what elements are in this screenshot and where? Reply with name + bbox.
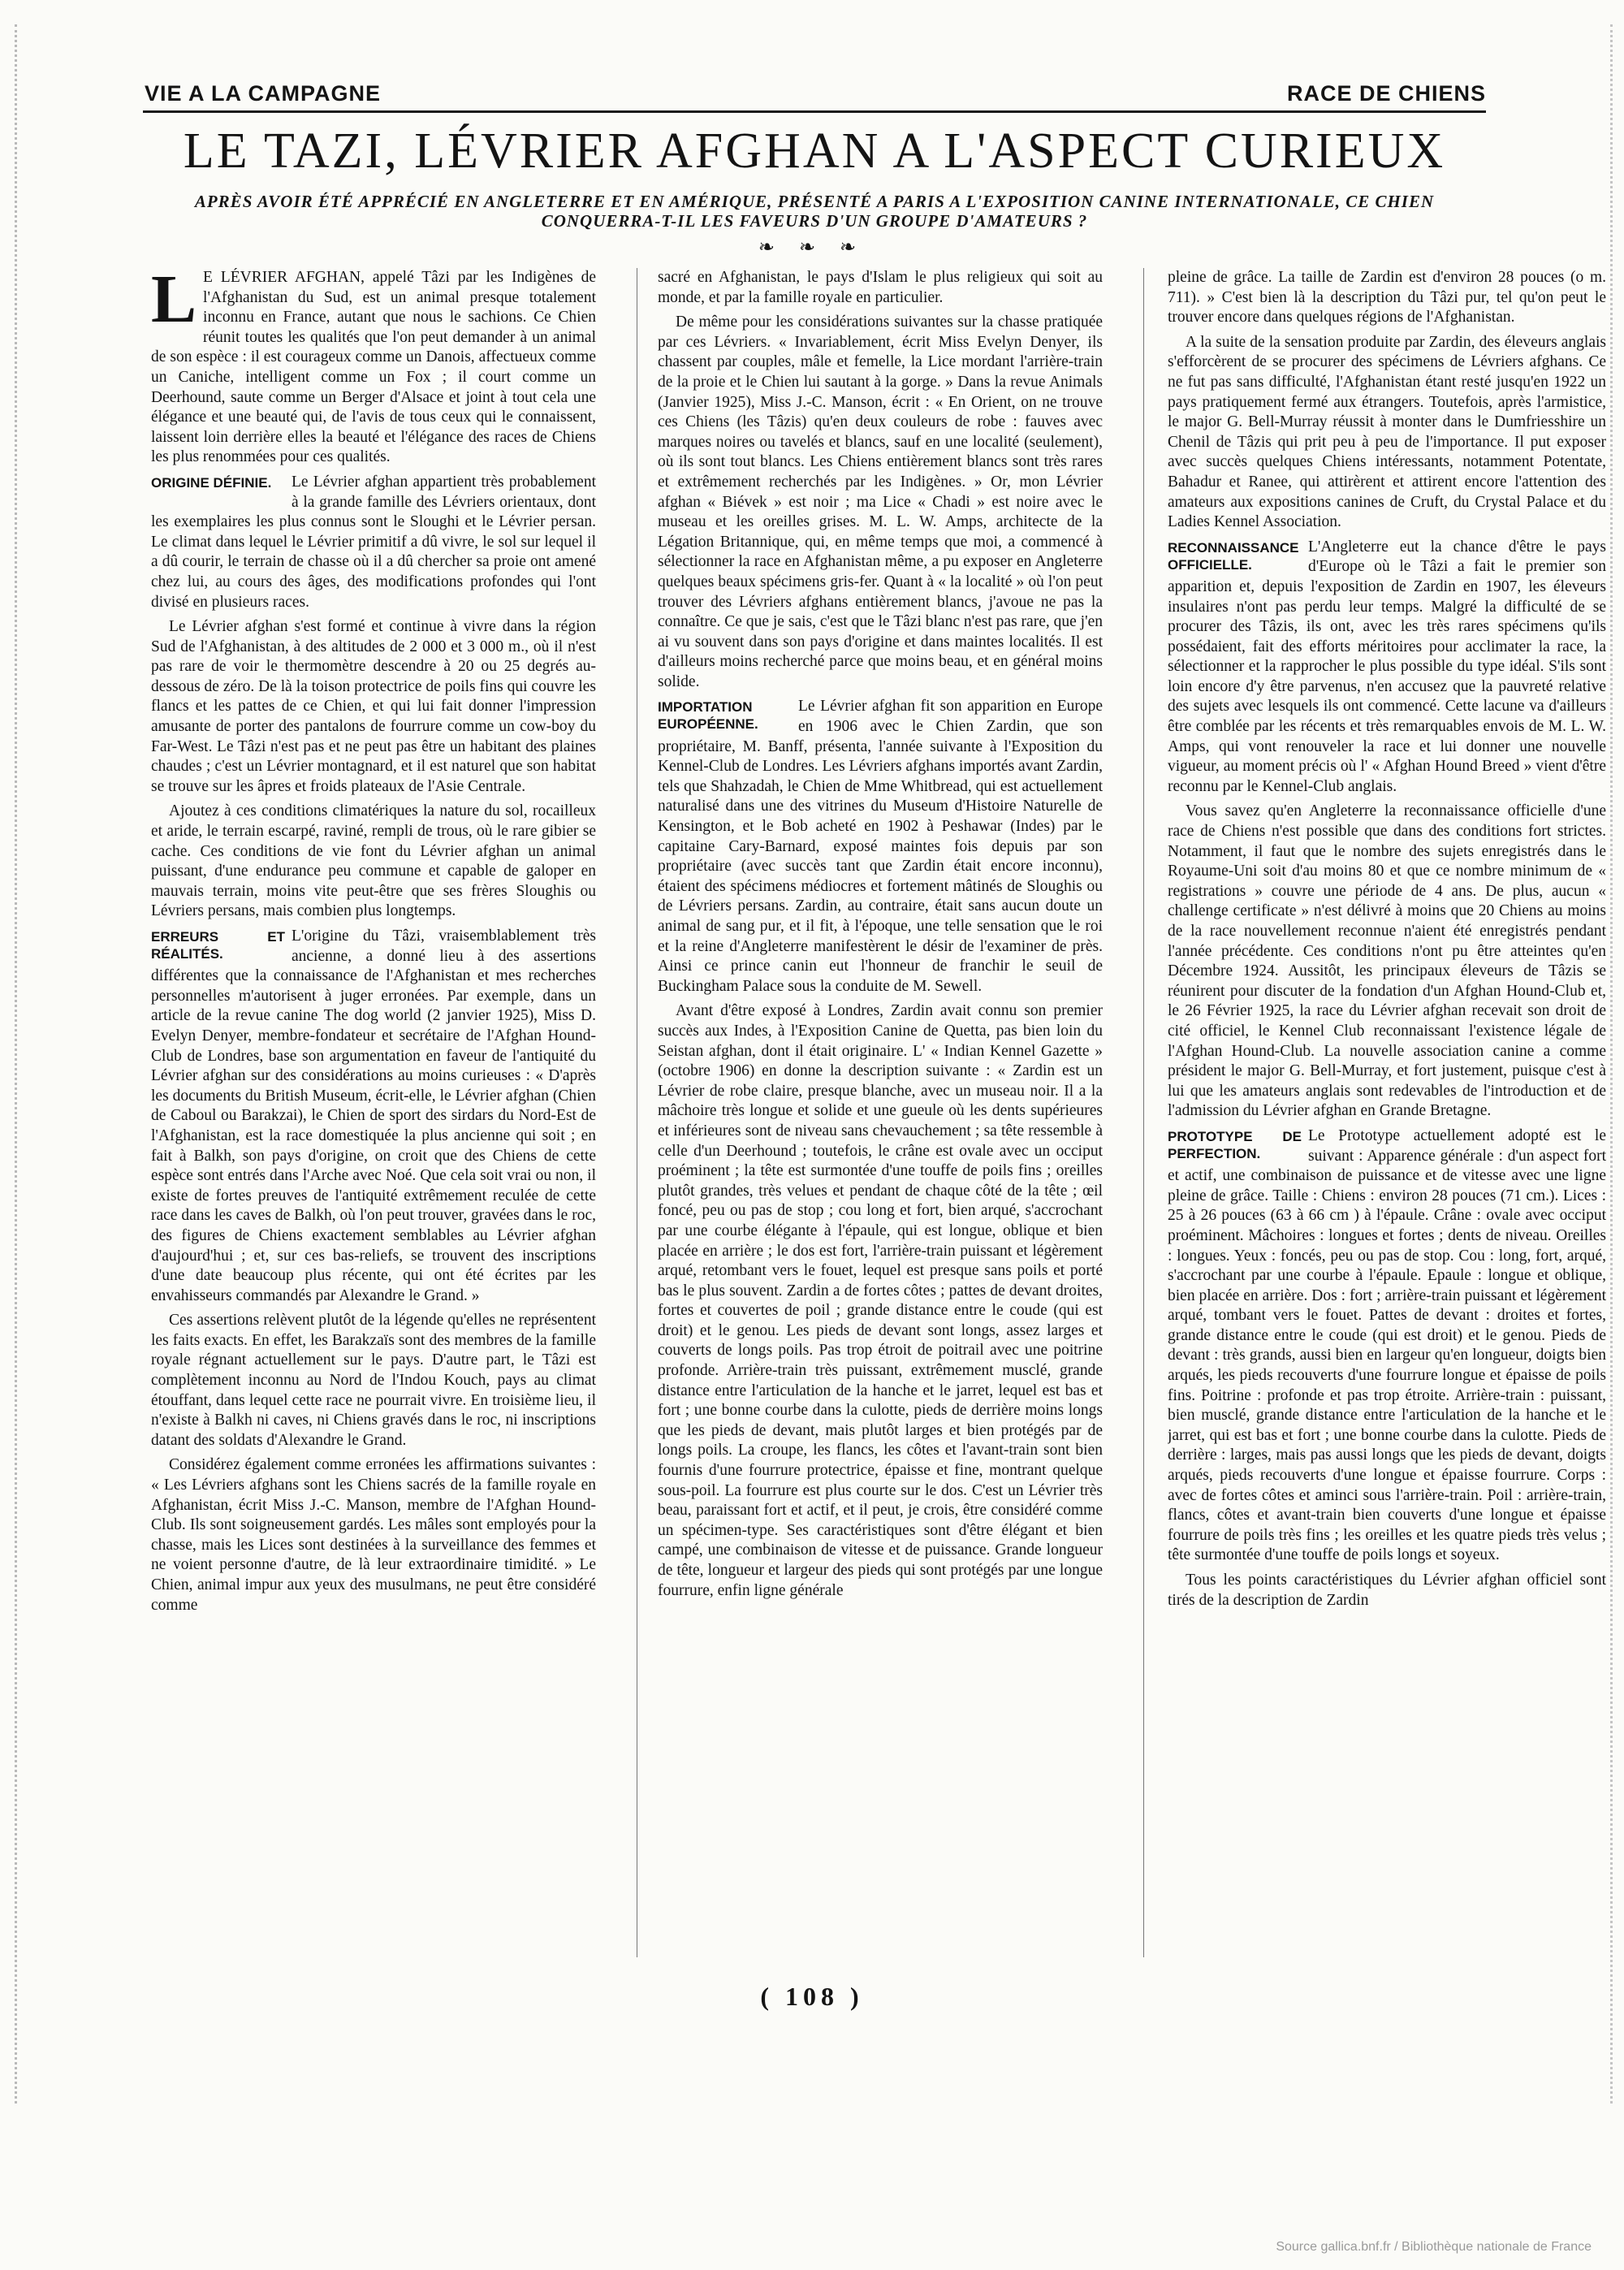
- article-title: LE TAZI, LÉVRIER AFGHAN A L'ASPECT CURIEUX: [183, 123, 1446, 179]
- paragraph: pleine de grâce. La taille de Zardin est d'environ 28 pouces (o m. 711). » C'est bien là la description du Tâzi pur, tel qu'on peut le trouver encore dans quelques régions de l'Afghanistan.: [1168, 269, 1606, 326]
- section-text: Le Lévrier afghan appartient très probablement à la grande famille des Lévriers orientaux, dont les exemplaires les plus connus sont le Sloughi et le Lévrier persan. Le climat dans lequel le Lévrier primitif a dû vivre, le sol sur lequel il a dû courir, le terrain de chasse où il a dû chercher sa proie ont amené chez lui, au cours des âges, des modifications profondes qui l'ont divisé en plusieurs races.: [151, 473, 596, 611]
- scan-left-edge: [15, 24, 38, 2104]
- paragraph: Vous savez qu'en Angleterre la reconnaissance officielle d'une race de Chiens n'est possible que dans des conditions fort strictes. Notamment, il faut que le nombre des sujets enregistrés dans le Royaume-Uni soit d'au moins 80 et que ce nombre minimum de « registrations » couvre une période de 4 ans. De plus, aucun « challenge certificate » n'est délivré à moins que 20 Chiens au moins de la race nouvellement reconnue n'aient été enregistrés pendant l'année précédente. Ces conditions n'ont pu être atteintes qu'en Décembre 1924. Aussitôt, les principaux éleveurs de Tâzis se réunirent pour discuter de la fondation d'un Afghan Hound-Club et, le 26 Février 1925, la race du Lévrier afghan recevait son droit de cité officiel, le Kennel Club reconnaissant l'existence légale de l'Afghan Hound-Club. La nouvelle association canine a comme président le major G. Bell-Murray, et fort justement, puisque c'est à lui que les amateurs anglais sont redevables de l'introduction et de l'admission du Lévrier afghan en Grande Bretagne.: [1168, 802, 1606, 1120]
- section-text: L'origine du Tâzi, vraisemblablement très ancienne, a donné lieu à des assertions différentes que la connaissance de l'Afghanistan et mes recherches personnelles m'autorisent à juger erronées. Par exemple, dans un article de la revue canine The dog world (2 janvier 1925), Miss D. Evelyn Denyer, membre-fondateur et secrétaire de l'Afghan Hound-Club de Londres, base son argumentation en faveur de l'antiquité du Lévrier afghan sur des considérations au moins curieuses : « D'après les documents du British Museum, écrit-elle, le Lévrier afghan (Chien de Caboul ou Barakzai), le Chien de sport des sirdars du Nord-Est de l'Afghanistan, est la race domestiquée la plus ancienne qui soit ; en fait à Balkh, son pays d'origine, on croit que des Chiens de cette espèce sont entrés dans l'Arche avec Noé. Que cela soit vrai ou non, il existe de fortes preuves de l'antiquité extrêmement reculée de cette race dans les caves de Balkh, où l'on peut trouver, gravées dans le roc, des figures de Chiens exactement semblables au Lévrier afghan d'aujourd'hui ; et, sur ces bas-reliefs, se trouvent des inscriptions d'une date beaucoup plus récente, qui ont été écrites par les envahisseurs commandés par Alexandre le Grand. »: [151, 927, 596, 1304]
- column-1: [151, 268, 596, 1957]
- column-rule: [1143, 268, 1144, 1957]
- paragraph: De même pour les considérations suivantes sur la chasse pratiquée par ces Lévriers. « Invariablement, écrit Miss Evelyn Denyer, ils chassent par couples, mâle et femelle, la Lice mordant l'arrière-train de la proie et le Chien lui sautant à la gorge. » Dans la revue Animals (Janvier 1925), Miss J.-C. Manson, écrit : « En Orient, on ne trouve ces Chiens (les Tâzis) qu'en deux couleurs de robe : fauves avec marques noires ou tavelés et blancs, sauf en une localité (seulement), où ils sont tout blancs. Les Chiens entièrement blancs sont très rares et extrêmement recherchés par les Indigènes. » Or, mon Lévrier afghan « Biévek » est noir ; ma Lice « Chadi » est noire avec le museau et les oreilles grises. M. L. W. Amps, architecte de la Légation Britannique, qui, en même temps que moi, a commencé à sélectionner la race en Afghanistan même, a pu exposer en Angleterre quelques beaux spécimens gris-fer. Quant à « la localité » où l'on peut trouver des Lévriers afghans entièrement blancs, j'avoue ne pas la connaître. Ce que je sais, c'est que le Tâzi blanc n'est pas rare, que j'en ai vu souvent dans son pays d'origine et dans maintes localités. Il est d'ailleurs moins recherché parce que moins beau, et en général moins solide.: [658, 313, 1103, 690]
- title-rule: [143, 110, 1486, 113]
- column-2: [658, 268, 1103, 1957]
- paragraph: Considérez également comme erronées les affirmations suivantes : « Les Lévriers afghans sont les Chiens sacrés de la famille royale en Afghanistan, écrit Miss J.-C. Manson, membre de l'Afghan Hound-Club. Ils sont soigneusement gardés. Les mâles sont employés pour la chasse, mais les Lices sont destinées à la surveillance des femmes et ne voient personne d'autre, de là leur extraordinaire timidité. » Le Chien, animal impur aux yeux des musulmans, ne peut être considéré comme: [151, 1456, 596, 1614]
- paragraph: Ajoutez à ces conditions climatériques la nature du sol, rocailleux et aride, le terrain escarpé, raviné, rempli de trous, où le rare gibier se cache. Ces conditions de vie font du Lévrier afghan un animal puissant, d'une endurance peu commune et capable de galoper en mauvais terrain, moins vite peut-être que ses frères Sloughis ou Lévriers persans, mais combien plus longtemps.: [151, 802, 596, 920]
- paragraph: sacré en Afghanistan, le pays d'Islam le plus religieux qui soit au monde, et par la famille royale en particulier.: [658, 269, 1103, 306]
- side-heading-origine: ORIGINE DÉFINIE.: [151, 474, 272, 491]
- section-prototype: [1168, 1126, 1606, 1566]
- paragraph: A la suite de la sensation produite par Zardin, des éleveurs anglais s'efforcèrent de se procurer des spécimens de Lévriers afghans. Ce ne fut pas sans difficulté, l'Afghanistan étant resté jusqu'en 1922 un pays pratiquement fermé aux étrangers. Toutefois, après l'armistice, le major G. Bell-Murray réussit à monter dans le Dumfriesshire un Chenil de Tâzis qui prit peu à peu de l'importance. Il put exposer avec succès quelques Chiens intéressants, notamment Potentate, Bahadur et Ranee, qui attirèrent et attirent encore l'attention des amateurs aux expositions canines de Cruft, du Crystal Palace et du Ladies Kennel Association.: [1168, 333, 1606, 531]
- side-heading-prototype: PROTOTYPE DE PERFECTION.: [1168, 1128, 1302, 1161]
- intro-paragraph: [151, 268, 596, 468]
- source-credit: Source gallica.bnf.fr / Bibliothèque nationale de France: [1276, 2240, 1592, 2254]
- ornament: ❧ ❧ ❧: [758, 237, 866, 258]
- page-number: ( 108 ): [760, 1982, 864, 2011]
- side-heading-erreurs: ERREURS ET RÉALITÉS.: [151, 929, 285, 962]
- section-text: Le Prototype actuellement adopté est le suivant : Apparence générale : d'un aspect fort et actif, une combinaison de puissance et de vitesse avec une ligne pleine de grâce. Taille : Chiens : environ 28 pouces (71 cm.). Lices : 25 à 26 pouces (63 à 66 cm ) à l'épaule. Crâne : ovale avec occiput proéminent. Mâchoires : longues et fortes ; dents de niveau. Oreilles : longues. Yeux : foncés, peu ou pas de stop. Cou : long, fort, arqué, s'accrochant par une courbe à l'épaule. Epaule : longue et oblique, bien placée en arrière. Dos : fort ; arrière-train puissant et légèrement arqué, tombant vers le fouet. Pattes de devant : droites et fortes, grande distance entre le coude (qui est droit) et le genou. Pieds de devant : très grands, aussi bien en largeur qu'en longueur, doigts bien arqués, les pieds recouverts d'une fourrure longue et épaisse de poils fins. Poitrine : profonde et pas trop étroite. Arrière-train : puissant, bien musclé, grande distance entre l'articulation de la hanche et le jarret, qui est bas et fort ; une bonne courbe dans la culotte. Pieds de derrière : larges, mais pas aussi longs que les pieds de devant, doigts arqués, pieds recouverts d'une longue et épaisse fourrure. Corps : avec de fortes côtes et aminci sous l'arrière-train. Poil : arrière-train, flancs, côtes et avant-train bien couverts d'une longue et épaisse fourrure de poils très fins ; les oreilles et les quatre pieds très velus ; tête surmontée d'une touffe de poils longs et soyeux.: [1168, 1126, 1606, 1564]
- running-header-left: VIE A LA CAMPAGNE: [145, 81, 382, 106]
- section-text: L'Angleterre eut la chance d'être le pays d'Europe où le Tâzi a fait le premier son apparition et, depuis l'exposition de Zardin en 1907, les éleveurs insulaires n'ont pas perdu leur temps. Malgré la difficulté de se procurer des Tâzis, ils ont, avec les très rares spécimens qu'ils possédaient, fait des efforts méritoires pour acclimater la race, la sélectionner et la rapprocher le plus possible du type idéal. S'ils sont loin encore d'y être parvenus, n'en accusez que la pauvreté relative des sujets avec lesquels ils ont commencé. Cette lacune va d'ailleurs être comblée par les récents et très remarquables envois de M. L. W. Amps, qui vont renouveler la race et lui donner une nouvelle vigueur, au moment précis où l' « Afghan Hound Breed » vient d'être reconnu par le Kennel-Club anglais.: [1168, 538, 1606, 795]
- intro-text: E LÉVRIER AFGHAN, appelé Tâzi par les Indigènes de l'Afghanistan du Sud, est un animal presque totalement inconnu en France, autant que nous le sachions. Ce Chien réunit toutes les qualités que l'on peut demander à un animal de son espèce : il est courageux comme un Danois, affectueux comme un Caniche, intelligent comme un Fox ; il court comme un Deerhound, saute comme un Berger d'Alsace et joint à tout cela une élégance et une beauté qui, de l'avis de tous ceux qui le connaissent, laissent loin derrière elles la beauté et l'élégance des races de Chiens les plus renommées pour ces qualités.: [151, 269, 596, 466]
- side-heading-reconnaissance: RECONNAISSANCE OFFICIELLE.: [1168, 539, 1299, 573]
- paragraph: Avant d'être exposé à Londres, Zardin avait connu son premier succès aux Indes, à l'Exposition Canine de Quetta, pas bien loin du Seistan afghan, dont il était originaire. L' « Indian Kennel Gazette » (octobre 1906) en donne la description suivante : « Zardin est un Lévrier de robe claire, presque blanche, avec un museau noir. Il a la mâchoire très longue et solide et une gueule où les dents supérieures et inférieures sont de niveau sans chevauchement ; sa tête ressemble à celle d'un Deerhound ; toutefois, le crâne est ovale avec un occiput proéminent ; la tête est surmontée d'une touffe de poils fins ; oreilles plutôt grandes, très velues et pendant de chaque côté de la tête ; œil foncé, peu ou pas de stop ; cou long et fort, bien arqué, s'accrochant par une courbe élégante à l'épaule, qui est longue, oblique et bien placée en arrière ; le dos est fort, l'arrière-train puissant et légèrement arqué, retombant vers le fouet, lequel est presque sans poils et porté bas le plus souvent. Zardin a de fortes côtes ; pattes de devant droites, fortes et couvertes de poil ; grande distance entre le coude (qui est droit) et le genou. Les pieds de devant sont longs, assez larges et couverts de longs poils. Pas trop étroit de poitrail avec une poitrine profonde. Arrière-train très puissant, extrêmement musclé, grande distance entre l'articulation de la hanche et le jarret, lequel est bas et fort ; une bonne courbe dans la culotte, pieds de derrière moins longs que les pieds de devant, mais plutôt larges et bien protégés par de longs poils. La croupe, les flancs, les côtes et l'avant-train sont bien fournis d'une fourrure protectrice, épaisse et fine, montrant quelque sous-poil. La fourrure est plus courte sur le dos. C'est un Lévrier très beau, paraissant fort et actif, et il peut, je crois, être considéré comme un spécimen-type. Ses caractéristiques sont d'être élégant et bien campé, une combinaison de vitesse et de puissance. Grande longueur de tête, longueur et largeur des pieds qui sont protégés par une longue fourrure, enfin ligne générale: [658, 1002, 1103, 1599]
- section-origine: [151, 473, 596, 612]
- section-text: Le Lévrier afghan fit son apparition en Europe en 1906 avec le Chien Zardin, que son propriétaire, M. Banff, présenta, l'année suivante à l'Exposition du Kennel-Club de Londres. Les Lévriers afghans importés avant Zardin, tels que Shahzadah, le Chien de Mme Whitbread, qui est actuellement naturalisé dans une des vitrines du Museum d'Histoire Naturelle de Kensington, et le Bob acheté en 1902 à Peshawar (Indes) par le capitaine Cary-Barnard, exposé maintes fois depuis par son propriétaire (avec succès tant que Zardin était encore inconnu), étaient des spécimens médiocres et fortement mâtinés de Sloughis ou de Lévriers persans. Zardin, au contraire, était sans aucun doute un animal de sang pur, et il fit, à l'époque, une telle sensation que le roi et la reine d'Angleterre manifestèrent le désir de l'examiner de près. Ainsi ce prince canin eut l'honneur de franchir le seuil de Buckingham Palace sous la conduite de M. Sewell.: [658, 698, 1103, 995]
- section-reconnaissance: [1168, 538, 1606, 798]
- side-heading-importation: IMPORTATION EUROPÉENNE.: [658, 699, 758, 733]
- article-subtitle: APRÈS AVOIR ÉTÉ APPRÉCIÉ EN ANGLETERRE ET EN AMÉRIQUE, PRÉSENTÉ A PARIS A L'EXPOSITION CANINE INTERNATIONALE, CE CHIEN CONQUERRA-T-IL LES FAVEURS D'UN GROUPE D'AMATEURS ?: [194, 192, 1435, 231]
- column-3: [1168, 268, 1606, 1957]
- section-erreurs: [151, 927, 596, 1306]
- running-header-right: RACE DE CHIENS: [1286, 81, 1486, 106]
- paragraph: Ces assertions relèvent plutôt de la légende qu'elles ne représentent les faits exacts. En effet, les Barakzaïs sont des membres de la famille royale régnant actuellement sur le pays. D'autre part, le Tâzi est complètement inconnu au Nord de l'Indou Kouch, pays au climat étouffant, dans lequel cette race ne pourrait vivre. En troisième lieu, il n'existe à Balkh ni caves, ni Chiens gravés dans le roc, ni inscriptions datant des soldats d'Alexandre le Grand.: [151, 1312, 596, 1449]
- paragraph: Le Lévrier afghan s'est formé et continue à vivre dans la région Sud de l'Afghanistan, à des altitudes de 2 000 et 3 000 m., où il n'est pas rare de voir le thermomètre descendre à 20 ou 25 degrés au-dessous de zéro. De là la toison protectrice de poils fins qui couvre les flancs et les pattes de ce Chien, et qui lui fait donner l'impression amusante de porter des pantalons de fourrure comme un cow-boy du Far-West. Le Tâzi n'est pas et ne peut pas être un habitant des plaines chaudes ; c'est un Lévrier montagnard, et il est naturel que son habitat se trouve sur les âpres et froids plateaux de l'Asie Centrale.: [151, 618, 596, 795]
- drop-cap: L: [151, 268, 197, 337]
- section-importation: [658, 697, 1103, 997]
- paragraph: Tous les points caractéristiques du Lévrier afghan officiel sont tirés de la description de Zardin: [1168, 1572, 1606, 1609]
